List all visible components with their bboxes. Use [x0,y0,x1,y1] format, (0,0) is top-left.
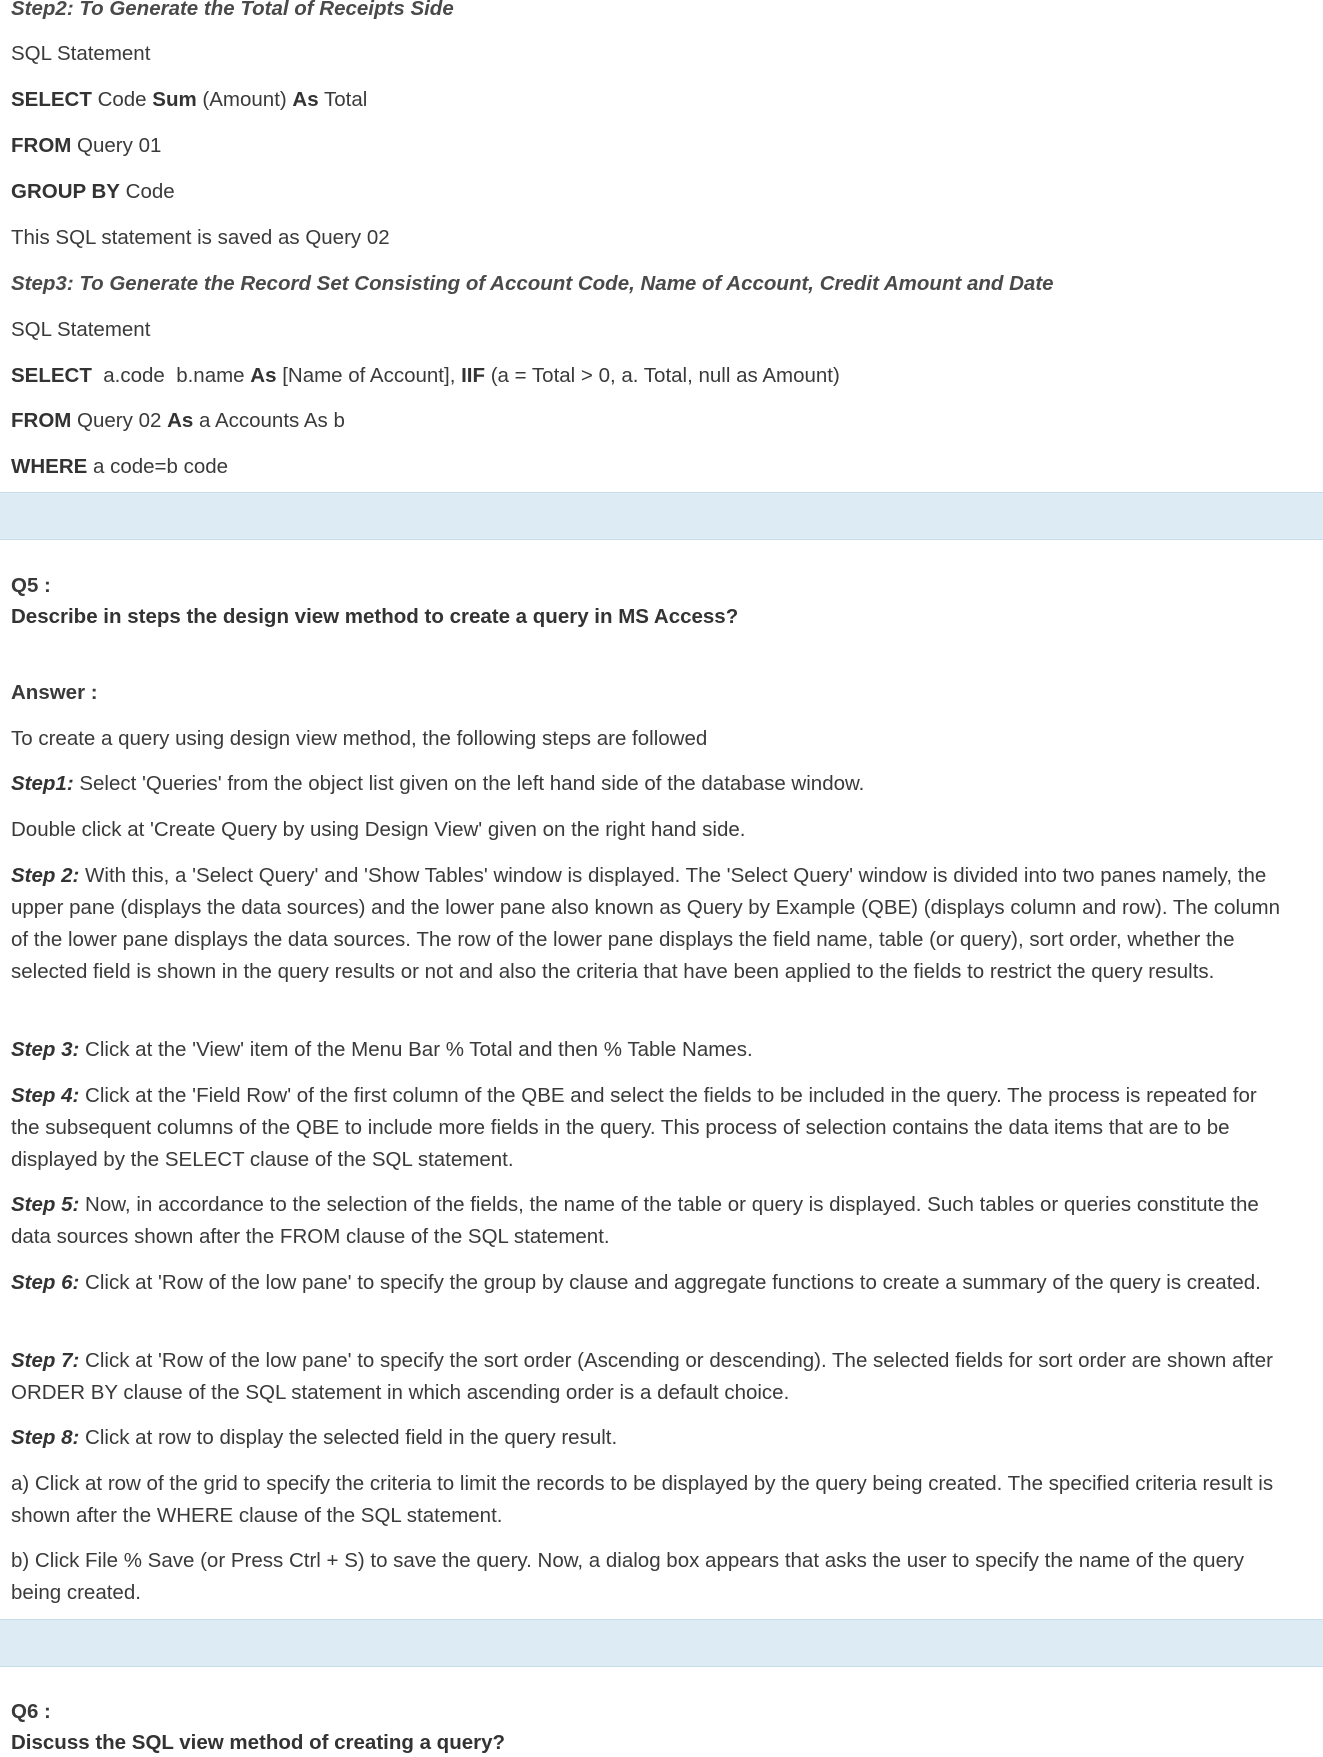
sql-text: (Amount) [196,88,293,111]
step-text: With this, a 'Select Query' and 'Show Tables' window is displayed. The 'Select Query' window is divided into two panes namely, the upper pane (displays the data sources) and the lower pane also known as Query by Example (QBE) (displays column and row). The column of the lower pane displays the data sources. The row of the lower pane displays the field name, table (or query), sort order, whether the selected field is shown in the query results or not and also the criteria that have been applied to the fields to restrict the query results. [11,864,1280,983]
keyword-where: WHERE [11,455,88,478]
q5-intro: To create a query using design view method, the following steps are followed [11,727,708,750]
q5-step7 [11,1345,1287,1409]
q5-step8 [11,1422,1287,1454]
step-text: Click at the 'Field Row' of the first column of the QBE and select the fields to be included in the query. The process is repeated for the subsequent columns of the QBE to include more fields in the query. This process of selection contains the data items that are to be displayed by the SELECT clause of the SQL statement. [11,1084,1257,1171]
step3-sql-label: SQL Statement [11,318,151,341]
keyword-as: As [292,88,319,111]
q5-step6 [11,1267,1287,1299]
sql-text: Query 01 [71,134,162,157]
step-text: Click at 'Row of the low pane' to specify the sort order (Ascending or descending). The selected fields for sort order are shown after ORDER BY clause of the SQL statement in which ascending order is a default choice. [11,1349,1273,1404]
keyword-select: SELECT [11,88,92,111]
step-label: Step 8: [11,1426,80,1449]
step-label: Step 4: [11,1084,80,1107]
sql-text: Code [119,180,175,203]
step-text: Now, in accordance to the selection of the fields, the name of the table or query is displayed. Such tables or queries constitute the data sources shown after the FROM clause of the SQL statement. [11,1193,1259,1248]
step-label: Step 5: [11,1193,80,1216]
step2-select-line [11,88,1287,112]
content-column [11,0,1287,1757]
q5-step1 [11,772,1287,796]
q5-step2 [11,860,1287,988]
keyword-sum: Sum [152,88,197,111]
step-label: Step 6: [11,1271,80,1294]
sql-text: a.code b.name [91,364,251,387]
step3-select-line [11,364,1287,388]
sql-text: (a = Total > 0, a. Total, null as Amount) [485,364,840,387]
step-text: Click at row to display the selected field in the query result. [79,1426,618,1449]
step2-note: This SQL statement is saved as Query 02 [11,226,390,249]
sql-text: a code=b code [87,455,229,478]
step-label: Step 2: [11,864,80,887]
sql-text: Query 02 [71,409,168,432]
step2-groupby-line [11,180,1287,204]
step3-title: Step3: To Generate the Record Set Consisting of Account Code, Name of Account, Credit Amount and Date [11,272,1054,295]
sql-text: Total [318,88,368,111]
step-label: Step1: [11,772,74,795]
q6-label: Q6 : [11,1700,51,1723]
keyword-iif: IIF [461,364,486,387]
step-text: Click at the 'View' item of the Menu Bar % Total and then % Table Names. [79,1038,753,1061]
step2-from-line [11,134,1287,158]
step-text: Click at 'Row of the low pane' to specify the group by clause and aggregate functions to create a summary of the query is created. [79,1271,1261,1294]
step2-title: Step2: To Generate the Total of Receipts Side [11,0,454,20]
sql-text: Code [91,88,153,111]
step-label: Step 3: [11,1038,80,1061]
step3-where-line [11,455,1287,479]
keyword-from: FROM [11,134,72,157]
q5-substep-b: b) Click File % Save (or Press Ctrl + S) to save the query. Now, a dialog box appears that asks the user to specify the name of the query being created. [11,1549,1245,1604]
section-divider [0,492,1323,540]
q5-substep-a: a) Click at row of the grid to specify the criteria to limit the records to be displayed by the query being created. The specified criteria result is shown after the WHERE clause of the SQL statement. [11,1472,1274,1527]
q5-step4 [11,1080,1287,1176]
q5-answer-label: Answer : [11,681,98,704]
q6-question: Discuss the SQL view method of creating a query? [11,1731,506,1754]
section-divider [0,1619,1323,1667]
sql-text: a Accounts As b [193,409,345,432]
sql-text: [Name of Account], [276,364,462,387]
keyword-from: FROM [11,409,72,432]
q5-step3 [11,1034,1287,1066]
q5-step5 [11,1189,1287,1253]
keyword-group-by: GROUP BY [11,180,120,203]
step3-from-line [11,409,1287,433]
step2-sql-label: SQL Statement [11,42,151,65]
q5-label: Q5 : [11,574,51,597]
q5-question: Describe in steps the design view method to create a query in MS Access? [11,605,739,628]
keyword-as: As [250,364,277,387]
keyword-as: As [167,409,194,432]
step-text: Select 'Queries' from the object list given on the left hand side of the database window. [73,772,865,795]
q5-double-click: Double click at 'Create Query by using Design View' given on the right hand side. [11,818,746,841]
keyword-select: SELECT [11,364,92,387]
step-label: Step 7: [11,1349,80,1372]
